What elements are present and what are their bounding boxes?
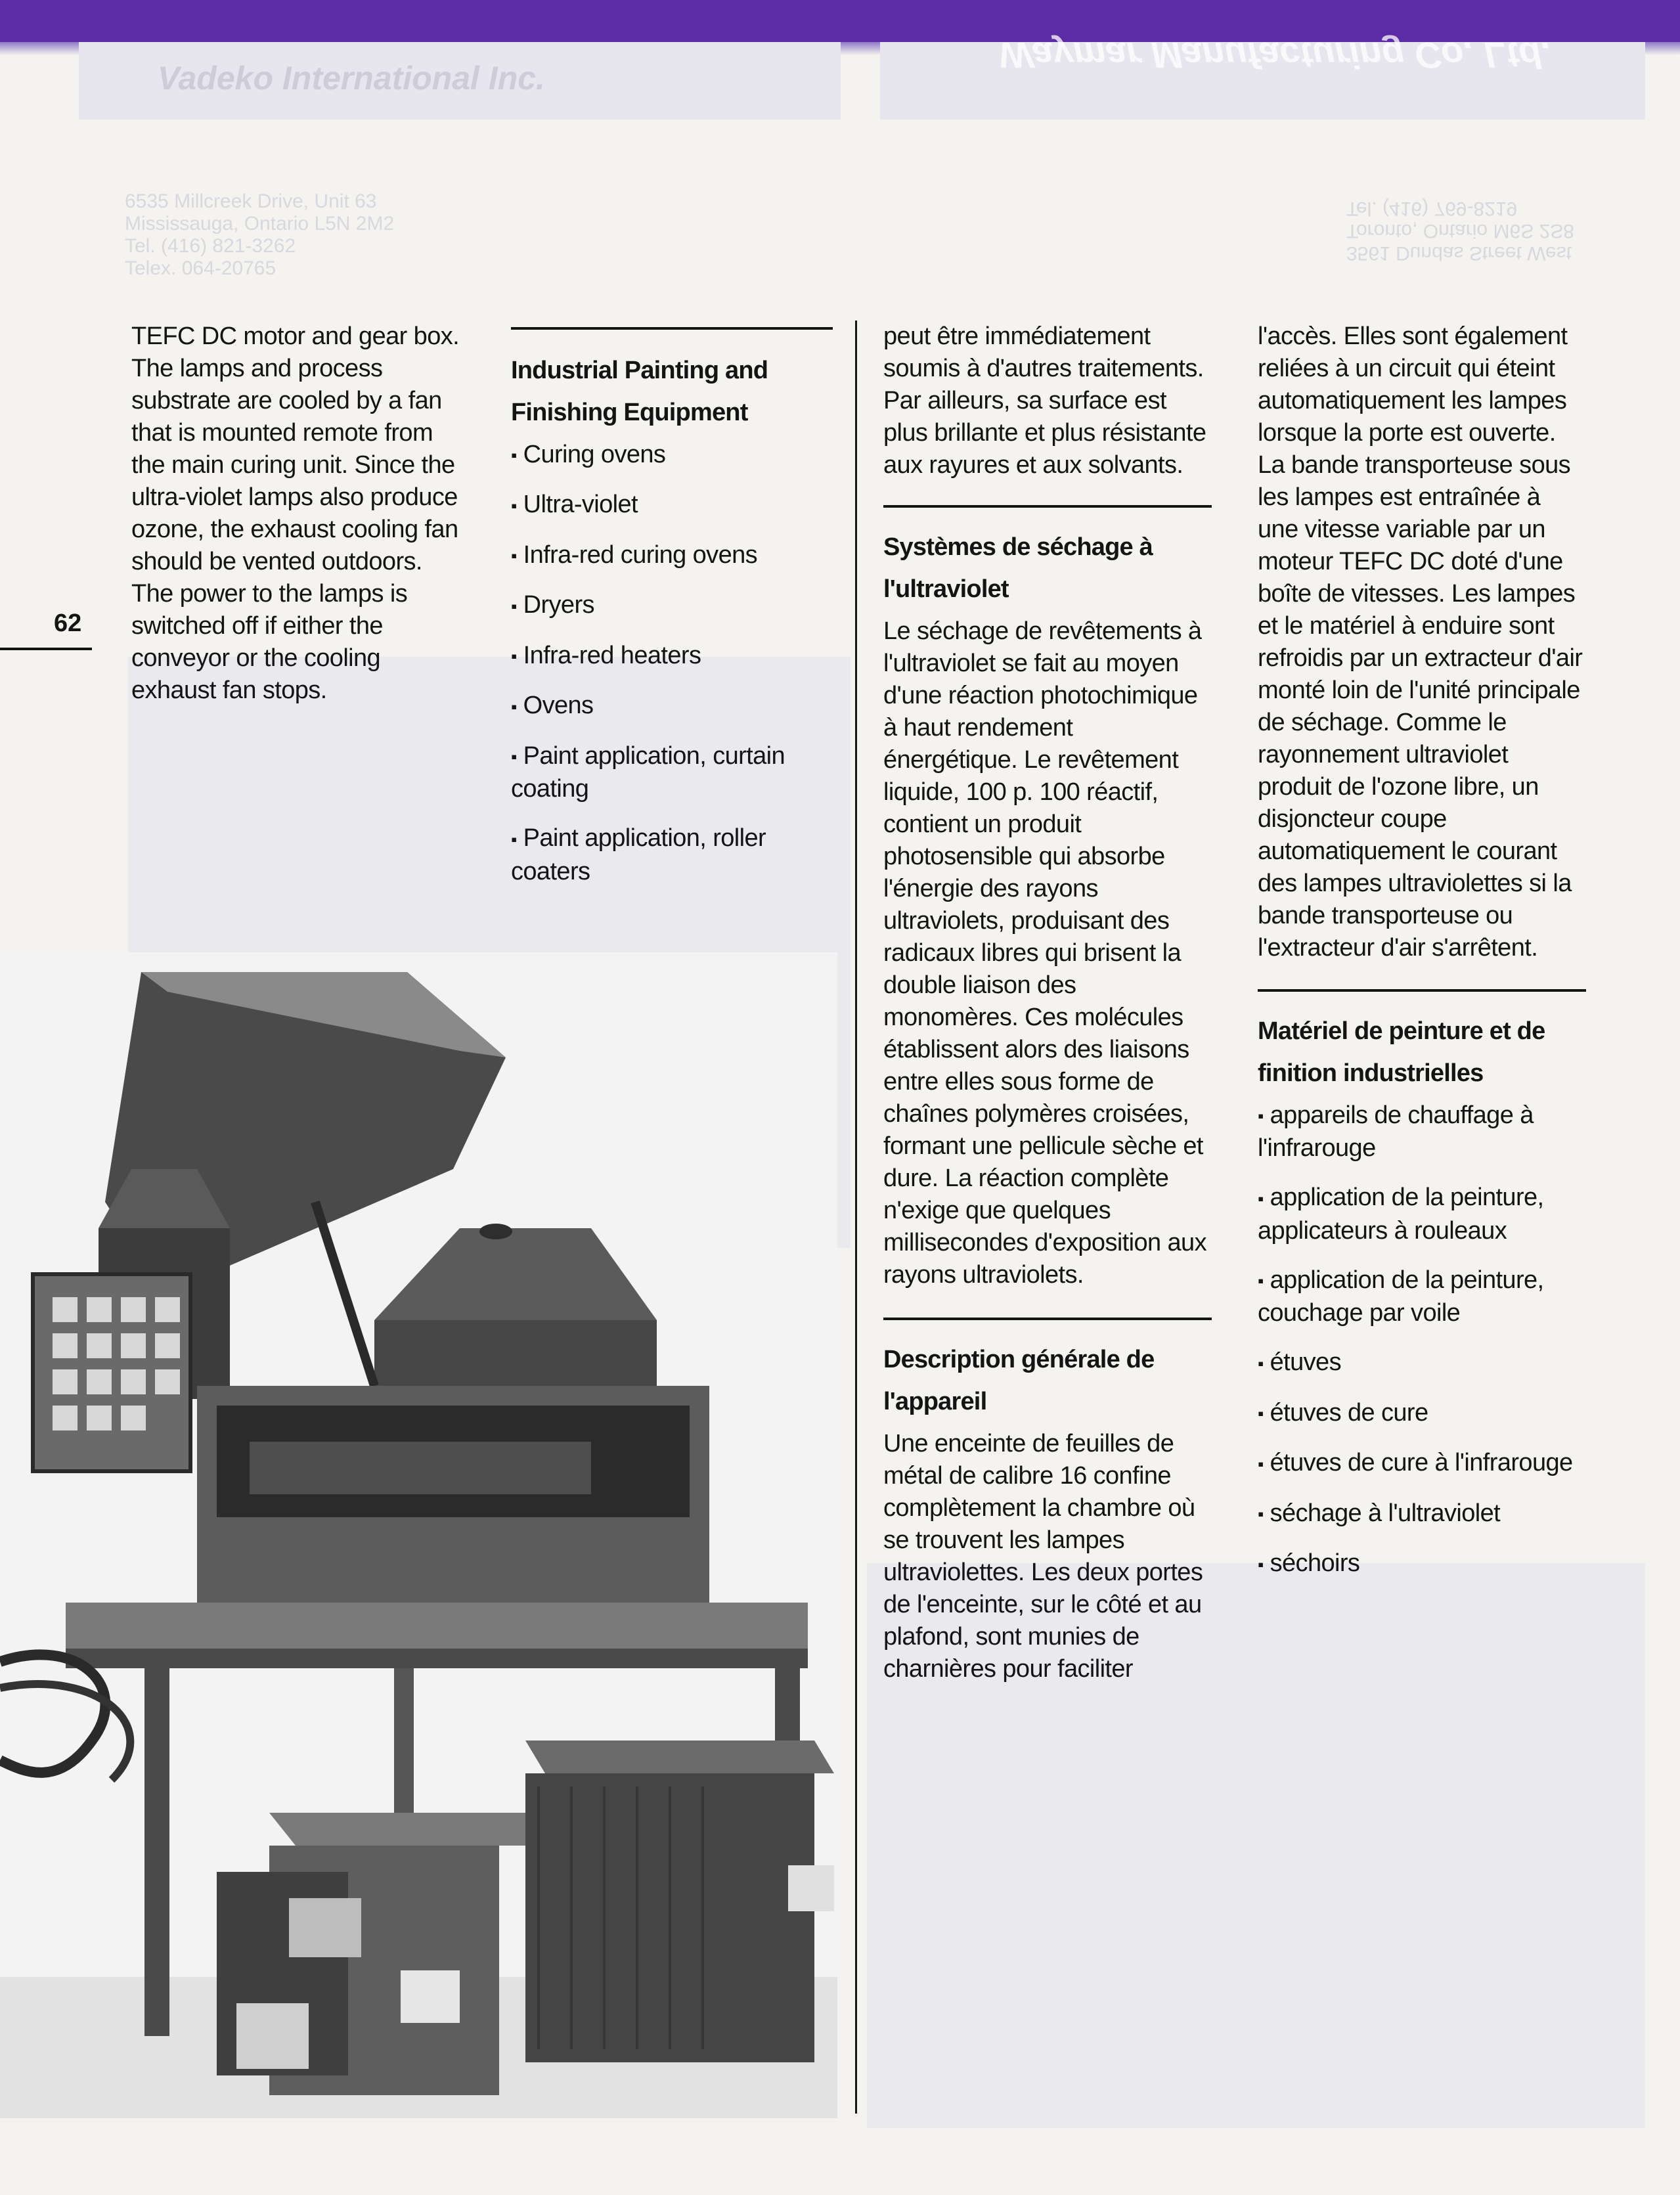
body-paragraph: TEFC DC motor and gear box. The lamps and process substrate are cooled by a fan that is mounted remote from the main curing unit. Since the ultra-violet lamps also produce ozone, the exhaust cooling fan should be vented outdoors. The power to the lamps is switched off if either the conveyor or the cooling exhaust fan stops. xyxy=(131,322,460,704)
column-english-body xyxy=(131,321,460,707)
list-item: ▪ étuves de cure xyxy=(1258,1397,1586,1430)
list-item: ▪ Ovens xyxy=(511,690,833,722)
list-item: ▪ Paint application, roller coaters xyxy=(511,822,833,887)
list-item: ▪ étuves xyxy=(1258,1346,1586,1379)
column-divider xyxy=(855,321,857,2114)
list-item: ▪ application de la peinture, couchage par voile xyxy=(1258,1264,1586,1329)
section-heading: Matériel de peinture et de finition industrielles xyxy=(1258,1017,1545,1087)
equipment-list xyxy=(1258,1099,1586,1581)
list-item: ▪ Dryers xyxy=(511,589,833,622)
body-paragraph: l'accès. Elles sont également reliées à un circuit qui éteint automatiquement les lampes lorsque la porte est ouverte. La bande transporteuse sous les lampes est entraînée à une vitesse variable par un moteur TEFC DC doté d'une boîte de vitesses. Les lampes et le matériel à enduire sont refroidis par un extracteur d'air monté loin de l'unité principale de séchage. Comme le rayonnement ultraviolet produit de l'ozone libre, un disjoncteur coupe automatiquement le courant des lampes ultraviolettes si la bande transporteuse ou l'extracteur d'air s'arrêtent. xyxy=(1258,322,1583,962)
list-item: ▪ appareils de chauffage à l'infrarouge xyxy=(1258,1099,1586,1164)
list-item: ▪ Infra-red curing ovens xyxy=(511,539,833,572)
ghost-company-left: Vadeko International Inc. xyxy=(158,60,545,97)
list-item: ▪ Ultra-violet xyxy=(511,489,833,521)
section-rule xyxy=(883,505,1212,508)
ghost-address-right: 3561 Dundas Street West Toronto, Ontario M6S 2S8 Tel. (416) 769-8219 xyxy=(1346,198,1574,264)
ghost-company-right: Waymar Manufacturing Co. Ltd. xyxy=(998,35,1552,76)
list-item: ▪ séchoirs xyxy=(1258,1547,1586,1580)
body-paragraph: Une enceinte de feuilles de métal de calibre 16 confine complètement la chambre où se trouvent les lampes ultraviolettes. Les deux portes de l'enceinte, sur le côté et au plafond, sont munies de charnières pour faciliter xyxy=(883,1430,1203,1683)
list-item: ▪ Paint application, curtain coating xyxy=(511,740,833,805)
body-paragraph: Le séchage de revêtements à l'ultraviolet se fait au moyen d'une réaction photochimique à haut rendement énergétique. Le revêtement liquide, 100 p. 100 réactif, contient un produit photosensible qui absorbe l'énergie des rayons ultraviolets, produisant des radicaux libres qui brisent la double liaison des monomères. Ces molécules établissent alors des liaisons entre elles sous forme de chaînes polymères croisées, formant une pellicule sèche et dure. La réaction complète n'exige que quelques millisecondes d'exposition aux rayons ultraviolets. xyxy=(883,617,1206,1289)
section-heading: Industrial Painting and Finishing Equipment xyxy=(511,357,768,426)
section-heading: Systèmes de séchage à l'ultraviolet xyxy=(883,533,1153,603)
section-rule xyxy=(1258,989,1586,992)
column-french-body xyxy=(883,321,1212,1685)
section-heading: Description générale de l'appareil xyxy=(883,1346,1155,1415)
page-number-rule xyxy=(0,648,92,650)
list-item: ▪ Curing ovens xyxy=(511,439,833,472)
section-rule xyxy=(511,327,833,330)
uv-curing-machine-photo xyxy=(0,952,837,2118)
section-rule xyxy=(883,1318,1212,1320)
list-item: ▪ séchage à l'ultraviolet xyxy=(1258,1497,1586,1530)
equipment-list xyxy=(511,439,833,888)
list-item: ▪ application de la peinture, applicateurs à rouleaux xyxy=(1258,1182,1586,1247)
body-paragraph: peut être immédiatement soumis à d'autres traitements. Par ailleurs, sa surface est plus brillante et plus résistante aux rayures et aux solvants. xyxy=(883,322,1206,479)
list-item: ▪ étuves de cure à l'infrarouge xyxy=(1258,1447,1586,1480)
ghost-address-left: 6535 Millcreek Drive, Unit 63 Mississauga, Ontario L5N 2M2 Tel. (416) 821-3262 Telex. 064-20765 xyxy=(125,190,395,279)
list-item: ▪ Infra-red heaters xyxy=(511,640,833,673)
column-english-equipment xyxy=(511,321,833,905)
column-french-equipment xyxy=(1258,321,1586,1598)
page-number: 62 xyxy=(54,610,82,637)
